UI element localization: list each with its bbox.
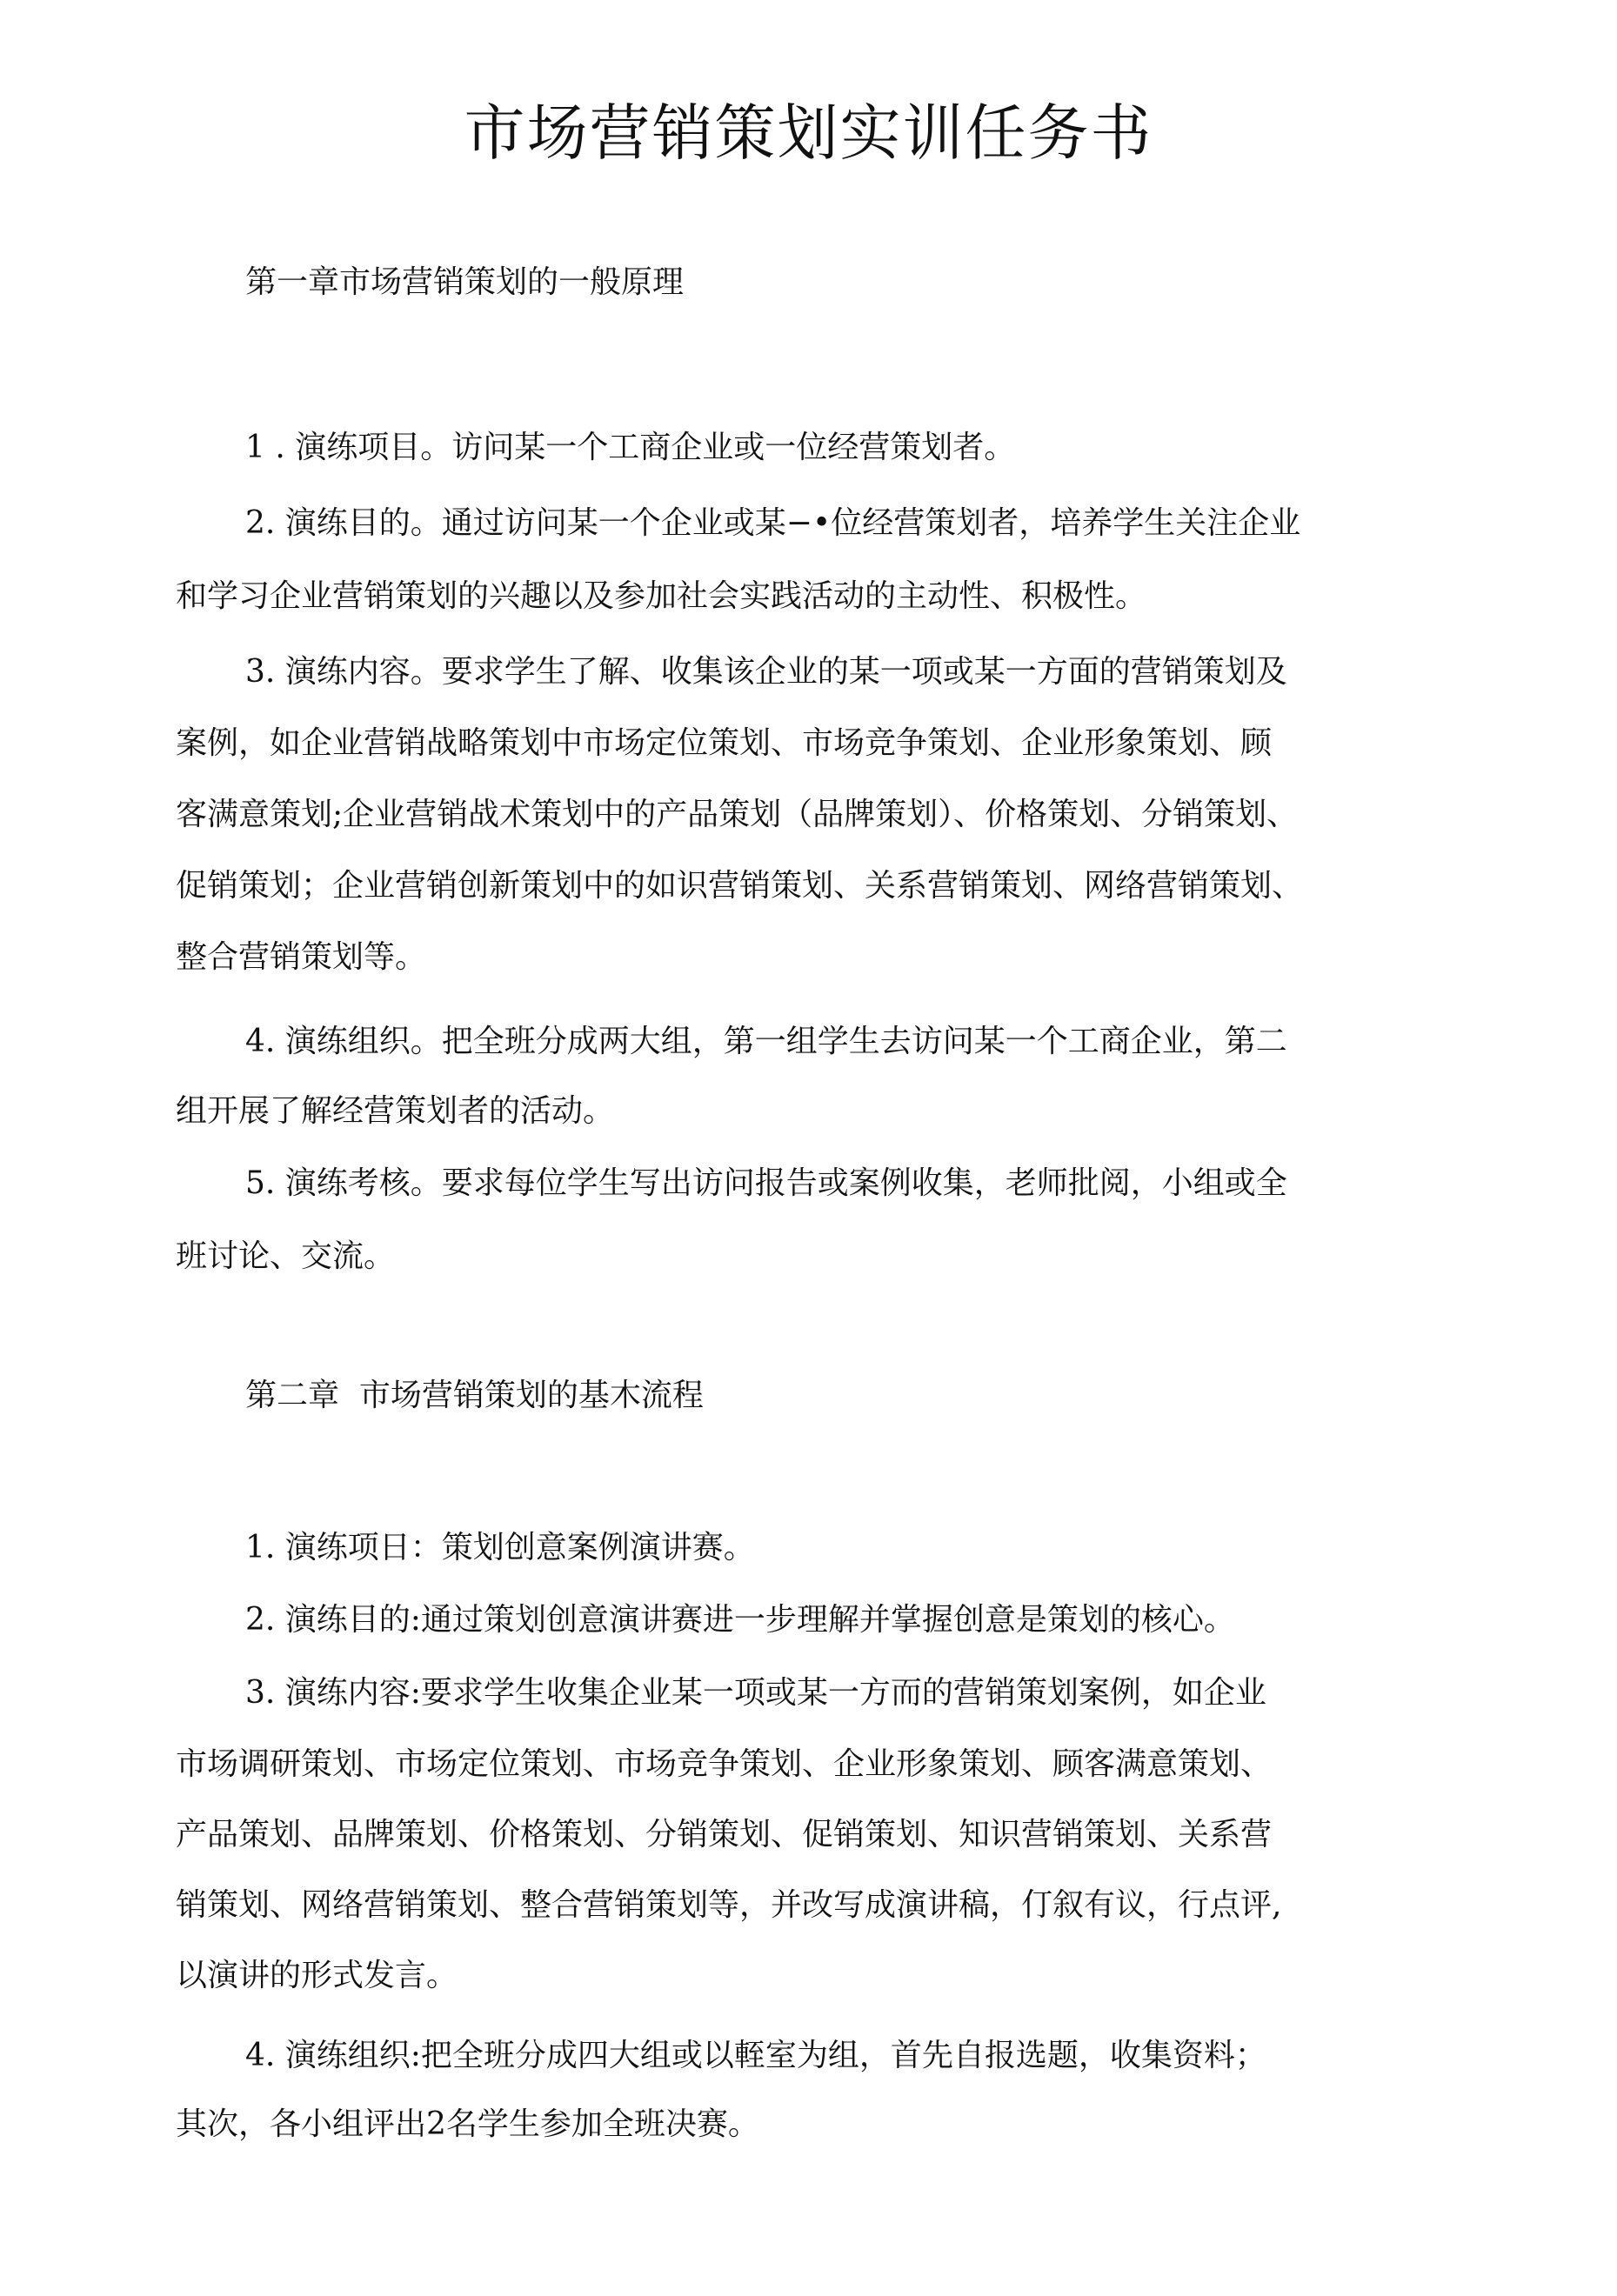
chapter-1-heading: 第一章市场营销策划的一般原理: [245, 264, 685, 300]
chapter-1-line: 5. 演练考核。要求每位学生写出访问报告或案例收集，老师批阅，小组或全: [245, 1165, 1287, 1201]
chapter-2-line: 其次，各小组评出2名学生参加全班决赛。: [176, 2106, 759, 2142]
chapter-1-line: 4. 演练组织。把全班分成两大组，第一组学生去访问某一个工商企业，第二: [245, 1024, 1287, 1059]
chapter-2-line: 市场调研策划、市场定位策划、市场竞争策划、企业形象策划、顾客满意策划、: [176, 1746, 1273, 1782]
chapter-2-line: 3. 演练内容:要求学生收集企业某一项或某一方而的营销策划案例，如企业: [245, 1675, 1266, 1711]
chapter-2-heading: 第二章 市场营销策划的基木流程: [245, 1378, 704, 1413]
chapter-1-line: 客满意策划;企业营销战术策划中的产品策划（品牌策划）、价格策划、分销策划、: [176, 797, 1299, 832]
document-title: 市场营销策划实训任务书: [464, 97, 1153, 169]
chapter-1-line: 3. 演练内容。要求学生了解、收集该企业的某一项或某一方面的营销策划及: [245, 654, 1287, 690]
chapter-1-line: 组开展了解经营策划者的活动。: [176, 1093, 615, 1129]
chapter-1-line: 班讨论、交流。: [176, 1238, 396, 1274]
chapter-1-line: 1 . 演练项目。访问某一个工商企业或一位经营策划者。: [245, 430, 1016, 465]
chapter-2-line: 产品策划、品牌策划、价格策划、分销策划、促销策划、知识营销策划、关系营: [176, 1817, 1273, 1852]
chapter-1-line: 案例，如企业营销战略策划中市场定位策划、市场竞争策划、企业形象策划、顾: [176, 725, 1273, 761]
chapter-2-line: 以演讲的形式发言。: [176, 1958, 458, 1993]
chapter-2-line: 1. 演练项日：策划创意案例演讲赛。: [245, 1530, 755, 1565]
chapter-1-line: 和学习企业营销策划的兴趣以及参加社会实践活动的主动性、积极性。: [176, 578, 1147, 614]
chapter-1-line: 促销策划；企业营销创新策划中的如识营销策划、关系营销策划、网络营销策划、: [176, 868, 1304, 904]
chapter-2-line: 4. 演练组织:把全班分成四大组或以輊室为组，首先自报选题，收集资料；: [245, 2038, 1266, 2073]
chapter-1-line: 2. 演练目的。通过访问某一个企业或某−•位经营策划者，培养学生关注企业: [245, 505, 1301, 541]
chapter-2-line: 销策划、网络营销策划、整合营销策划等，并改写成演讲稿，仃叙有议，行点评,: [176, 1887, 1282, 1923]
chapter-1-line: 整合营销策划等。: [176, 939, 427, 975]
chapter-2-line: 2. 演练目的:通过策划创意演讲赛进一步理解并掌握创意是策划的核心。: [245, 1602, 1235, 1638]
